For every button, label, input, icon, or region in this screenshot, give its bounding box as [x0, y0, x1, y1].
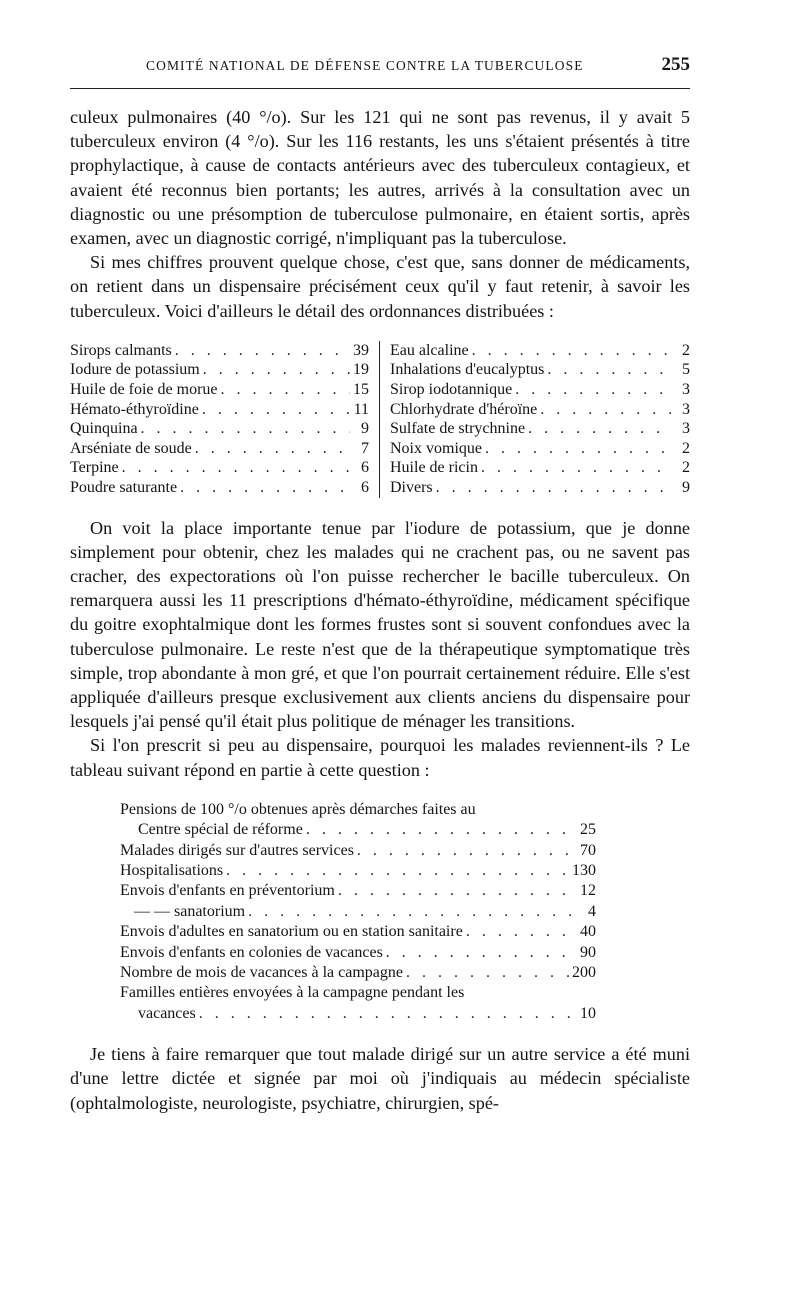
prescription-count: 9	[361, 420, 369, 438]
dot-leader	[515, 380, 671, 400]
page-number: 255	[661, 54, 690, 75]
dot-leader	[195, 439, 350, 459]
paragraph-2: Si mes chiffres prouvent quelque chose, c'est que, sans donner de médicaments, on retient dans un dispensaire précisément ceux qu'il y faut retenir, à savoir les tuberculeux. Voici d'ailleurs le détail des ordonnances distribuées :	[70, 252, 690, 321]
prescription-row	[70, 478, 369, 498]
prescription-row	[70, 380, 369, 400]
prescription-count: 6	[361, 478, 369, 496]
paragraph-3: On voit la place importante tenue par l'iodure de potassium, que je donne simplement pour obtenir, chez les malades qui ne crachent pas, ou ne savent pas cracher, des expectorations où l'on puisse rechercher le bacille tuberculeux. On remarquera aussi les 11 prescriptions d'hémato-éthyroïdine, médicament spécifique du goitre exophtalmique dont les formes frustes sont si souvent confondues avec la tuberculose pulmonaire. Le reste n'est que de la thérapeutique symptomatique très simple, trop abondante à mon gré, et que l'on pourrait certainement réduire. Elle s'est appliquée d'ailleurs presque exclusivement aux clients anciens du dispensaire pour lesquels j'ai pensé qu'il était plus politique de ménager les transitions.	[70, 517, 690, 732]
services-label: Hospitalisations	[120, 862, 224, 880]
prescriptions-left-column	[70, 341, 380, 498]
prescription-count: 39	[353, 341, 369, 359]
services-table	[120, 800, 596, 1024]
prescription-label: Sirops calmants	[70, 341, 172, 359]
dot-leader	[199, 1004, 577, 1024]
dot-leader	[338, 881, 577, 901]
services-count: 130	[572, 862, 596, 880]
services-count: 40	[580, 923, 596, 941]
services-row	[120, 922, 596, 942]
services-count: 4	[588, 902, 596, 920]
prescriptions-table	[70, 341, 690, 498]
prescription-count: 5	[682, 361, 690, 379]
prescription-row	[70, 458, 369, 478]
prescription-count: 2	[682, 459, 690, 477]
prescription-label: Chlorhydrate d'héroïne	[390, 400, 538, 418]
prescription-row	[70, 341, 369, 361]
services-count: 90	[580, 943, 596, 961]
dot-leader	[248, 902, 577, 922]
prescriptions-right-column	[380, 341, 690, 498]
services-label: Envois d'enfants en colonies de vacances	[120, 943, 383, 961]
services-count: 70	[580, 841, 596, 859]
services-count: 200	[572, 964, 596, 982]
prescription-row	[390, 458, 690, 478]
dot-leader	[540, 400, 671, 420]
prescription-label: Iodure de potassium	[70, 361, 200, 379]
prescription-label: Quinquina	[70, 420, 138, 438]
dot-leader	[472, 341, 671, 361]
dot-leader	[528, 419, 671, 439]
prescription-label: Sulfate de strychnine	[390, 420, 526, 438]
dot-leader	[466, 922, 577, 942]
prescription-label: Eau alcaline	[390, 341, 469, 359]
services-label: Envois d'adultes en sanatorium ou en station sanitaire	[120, 923, 463, 941]
dot-leader	[202, 400, 350, 420]
prescription-row	[70, 439, 369, 459]
dot-leader	[406, 963, 569, 983]
services-label: Nombre de mois de vacances à la campagne	[120, 964, 403, 982]
prescription-count: 3	[682, 400, 690, 418]
prescription-row	[390, 341, 690, 361]
prescription-count: 2	[682, 341, 690, 359]
services-label: — — sanatorium	[134, 902, 246, 920]
prescription-row	[390, 400, 690, 420]
dot-leader	[485, 439, 671, 459]
dot-leader	[436, 478, 671, 498]
prescription-label: Arséniate de soude	[70, 439, 192, 457]
services-row-header: Familles entières envoyées à la campagne pendant les	[120, 984, 465, 1002]
prescription-row	[70, 400, 369, 420]
dot-leader	[203, 360, 350, 380]
dot-leader	[175, 341, 350, 361]
prescription-label: Poudre saturante	[70, 478, 178, 496]
services-label: Envois d'enfants en préventorium	[120, 882, 335, 900]
paragraph-1: culeux pulmonaires (40 °/o). Sur les 121 qui ne sont pas revenus, il y avait 5 tuberculeux environ (4 °/o). Sur les 116 restants, les uns s'étaient présentés à titre prophylactique, à cause de contacts antérieurs avec des tuberculeux contagieux, et avaient été reconnus bien portants; les autres, arrivés à la consultation avec un diagnostic ou une présomption de tuberculose pulmonaire, en étaient sortis, après examen, avec un diagnostic corrigé, n'impliquant pas la tuberculose.	[70, 107, 690, 249]
prescription-label: Noix vomique	[390, 439, 482, 457]
prescription-row	[390, 439, 690, 459]
services-label: Centre spécial de réforme	[138, 821, 303, 839]
prescription-count: 11	[353, 400, 369, 418]
services-label: vacances	[138, 1004, 196, 1022]
paragraph-4: Si l'on prescrit si peu au dispensaire, pourquoi les malades reviennent-ils ? Le tableau suivant répond en partie à cette question :	[70, 735, 690, 780]
prescription-label: Huile de ricin	[390, 459, 478, 477]
dot-leader	[306, 820, 577, 840]
dot-leader	[547, 360, 671, 380]
dot-leader	[221, 380, 351, 400]
services-row	[120, 943, 596, 963]
services-row-header: Pensions de 100 °/o obtenues après démarches faites au	[120, 800, 476, 818]
prescription-row	[390, 478, 690, 498]
dot-leader	[141, 419, 350, 439]
dot-leader	[180, 478, 350, 498]
services-count: 25	[580, 821, 596, 839]
prescription-count: 6	[361, 459, 369, 477]
prescription-count: 2	[682, 439, 690, 457]
prescription-row	[390, 419, 690, 439]
services-row	[120, 881, 596, 901]
prescription-row	[70, 360, 369, 380]
prescription-row	[390, 380, 690, 400]
header-title: COMITÉ NATIONAL DE DÉFENSE CONTRE LA TUBERCULOSE	[146, 58, 584, 73]
dot-leader	[386, 943, 577, 963]
running-header	[70, 54, 690, 89]
prescription-count: 3	[682, 381, 690, 399]
prescription-label: Sirop iodotannique	[390, 381, 513, 399]
prescription-count: 19	[353, 361, 369, 379]
services-row	[120, 1004, 596, 1024]
prescription-label: Terpine	[70, 459, 119, 477]
services-count: 12	[580, 882, 596, 900]
dot-leader	[481, 458, 671, 478]
services-row	[120, 902, 596, 922]
prescription-count: 3	[682, 420, 690, 438]
services-row	[120, 841, 596, 861]
paragraph-5: Je tiens à faire remarquer que tout malade dirigé sur un autre service a été muni d'une lettre dictée et signée par moi où j'indiquais au médecin spécialiste (ophtalmologiste, neurologiste, psychiatre, chirurgien, spé-	[70, 1044, 690, 1113]
services-count: 10	[580, 1004, 596, 1022]
prescription-count: 9	[682, 478, 690, 496]
document-page	[70, 54, 690, 1115]
prescription-count: 7	[361, 439, 369, 457]
dot-leader	[122, 458, 350, 478]
prescription-label: Divers	[390, 478, 433, 496]
prescription-label: Huile de foie de morue	[70, 381, 218, 399]
prescription-label: Hémato-éthyroïdine	[70, 400, 199, 418]
services-row	[120, 963, 596, 983]
services-label: Malades dirigés sur d'autres services	[120, 841, 354, 859]
prescription-row	[390, 360, 690, 380]
dot-leader	[226, 861, 569, 881]
services-row	[120, 820, 596, 840]
dot-leader	[357, 841, 577, 861]
prescription-row	[70, 419, 369, 439]
prescription-label: Inhalations d'eucalyptus	[390, 361, 545, 379]
services-row	[120, 861, 596, 881]
prescription-count: 15	[353, 381, 369, 399]
